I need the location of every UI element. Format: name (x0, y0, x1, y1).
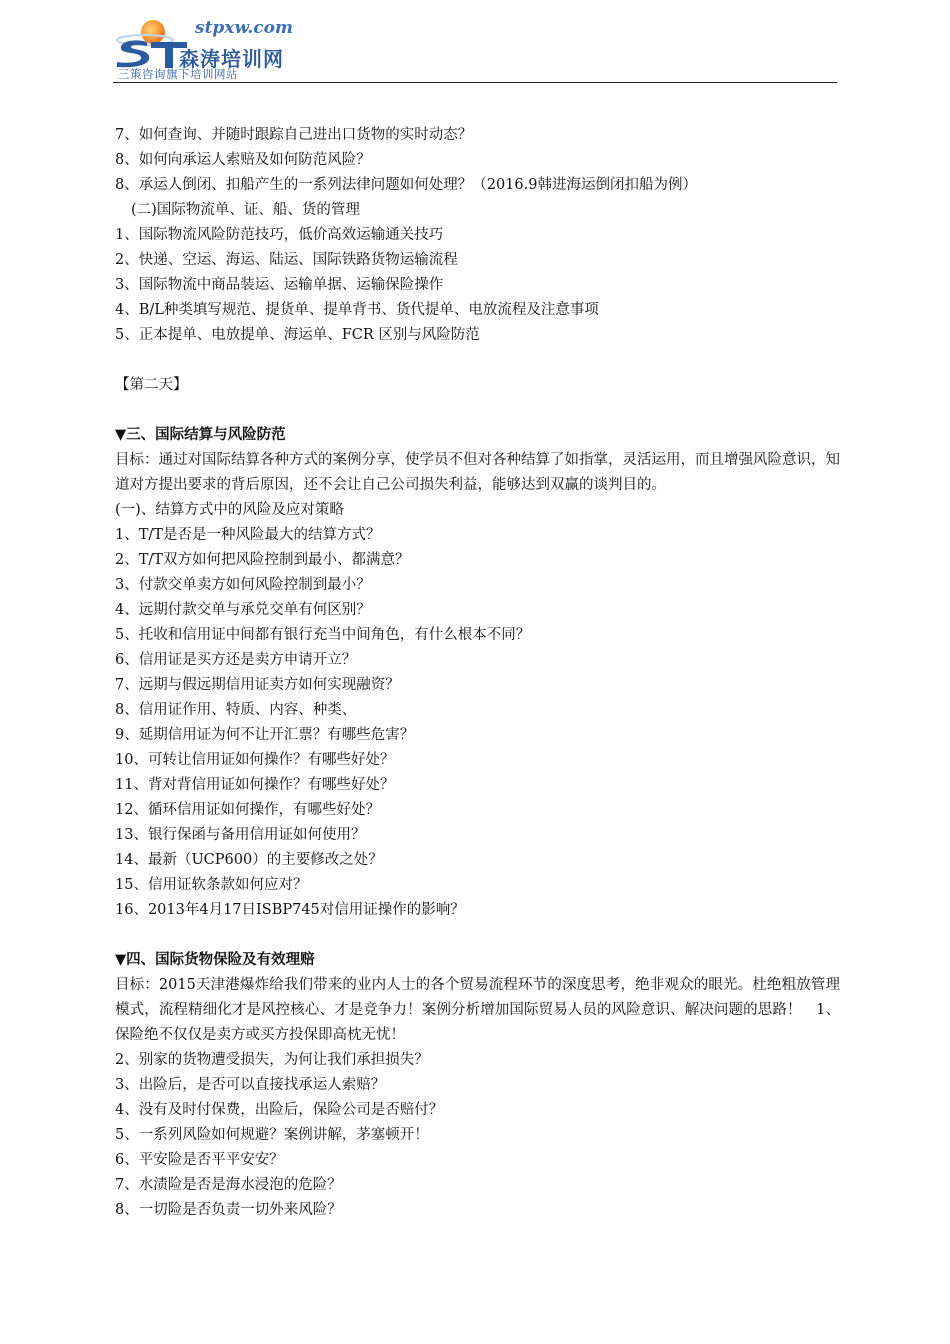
list-item: 5、一系列风险如何规避？案例讲解，茅塞顿开！ (115, 1127, 429, 1143)
section-goal: 目标：2015天津港爆炸给我们带来的业内人士的各个贸易流程环节的深度思考，绝非观众的眼光。杜绝粗放管理模式，流程精细化才是风控核心、才是竞争力！案例分析增加国际贸易人员的风险意识、解决问题的思路！ 1、保险绝不仅仅是卖方或买方投保即高枕无忧！ (115, 977, 840, 1043)
list-item: 15、信用证软条款如何应对？ (115, 877, 308, 893)
list-item: 5、托收和信用证中间都有银行充当中间角色，有什么根本不同？ (115, 627, 531, 643)
logo-name: 森涛培训网 (179, 47, 284, 71)
day-label: 【第二天】 (115, 377, 188, 393)
list-item: 12、循环信用证如何操作，有哪些好处？ (115, 802, 380, 818)
section-heading: ▼四、国际货物保险及有效理赔 (115, 952, 315, 968)
list-item: 8、如何向承运人索赔及如何防范风险？ (115, 152, 371, 168)
list-item: 1、T/T是否是一种风险最大的结算方式？ (115, 527, 381, 543)
list-item: 2、快递、空运、海运、陆运、国际铁路货物运输流程 (115, 252, 458, 268)
page-header (113, 18, 837, 84)
list-item: 7、如何查询、并随时跟踪自己进出口货物的实时动态？ (115, 127, 473, 143)
list-item: 3、国际物流中商品装运、运输单据、运输保险操作 (115, 277, 444, 293)
list-item: 13、银行保函与备用信用证如何使用？ (115, 827, 366, 843)
list-item: 8、信用证作用、特质、内容、种类、 (115, 702, 357, 718)
section-subtitle: (二)国际物流单、证、船、货的管理 (131, 202, 360, 218)
list-item: 16、2013年4月17日ISBP745对信用证操作的影响？ (115, 902, 465, 918)
list-item: 1、国际物流风险防范技巧，低价高效运输通关技巧 (115, 227, 444, 243)
list-item: 8、承运人倒闭、扣船产生的一系列法律问题如何处理？（2016.9韩进海运倒闭扣船为例） (115, 177, 697, 193)
list-item: 2、别家的货物遭受损失，为何让我们承担损失？ (115, 1052, 429, 1068)
list-item: 6、平安险是否平平安安？ (115, 1152, 284, 1168)
list-item: 4、没有及时付保费，出险后，保险公司是否赔付？ (115, 1102, 444, 1118)
list-item: 7、水渍险是否是海水浸泡的危险？ (115, 1177, 342, 1193)
list-item: 2、T/T双方如何把风险控制到最小、都满意？ (115, 552, 410, 568)
list-item: 9、延期信用证为何不让开汇票？有哪些危害？ (115, 727, 415, 743)
section-heading: ▼三、国际结算与风险防范 (115, 427, 286, 443)
list-item: 6、信用证是买方还是卖方申请开立？ (115, 652, 357, 668)
list-item: 10、可转让信用证如何操作？有哪些好处？ (115, 752, 395, 768)
section-goal: 目标：通过对国际结算各种方式的案例分享，使学员不但对各种结算了如指掌，灵活运用，而且增强风险意识，知道对方提出要求的背后原因，还不会让自己公司损失利益，能够达到双赢的谈判目的。 (115, 452, 840, 493)
list-item: 11、背对背信用证如何操作？有哪些好处？ (115, 777, 395, 793)
section-subtitle: (一)、结算方式中的风险及应对策略 (115, 502, 344, 518)
list-item: 5、正本提单、电放提单、海运单、FCR 区别与风险防范 (115, 327, 480, 343)
list-item: 4、远期付款交单与承兑交单有何区别？ (115, 602, 371, 618)
list-item: 3、付款交单卖方如何风险控制到最小？ (115, 577, 371, 593)
list-item: 14、最新（UCP600）的主要修改之处？ (115, 852, 383, 868)
logo-subtitle: 三策咨询旗下培训网站 (118, 67, 238, 81)
list-item: 8、一切险是否负责一切外来风险？ (115, 1202, 342, 1218)
list-item: 4、B/L种类填写规范、提货单、提单背书、货代提单、电放流程及注意事项 (115, 302, 599, 318)
list-item: 3、出险后，是否可以直接找承运人索赔？ (115, 1077, 386, 1093)
document-body (115, 123, 840, 1223)
logo-url[interactable]: stpxw.com (195, 18, 293, 38)
list-item: 7、远期与假远期信用证卖方如何实现融资？ (115, 677, 400, 693)
header-divider (113, 82, 837, 83)
